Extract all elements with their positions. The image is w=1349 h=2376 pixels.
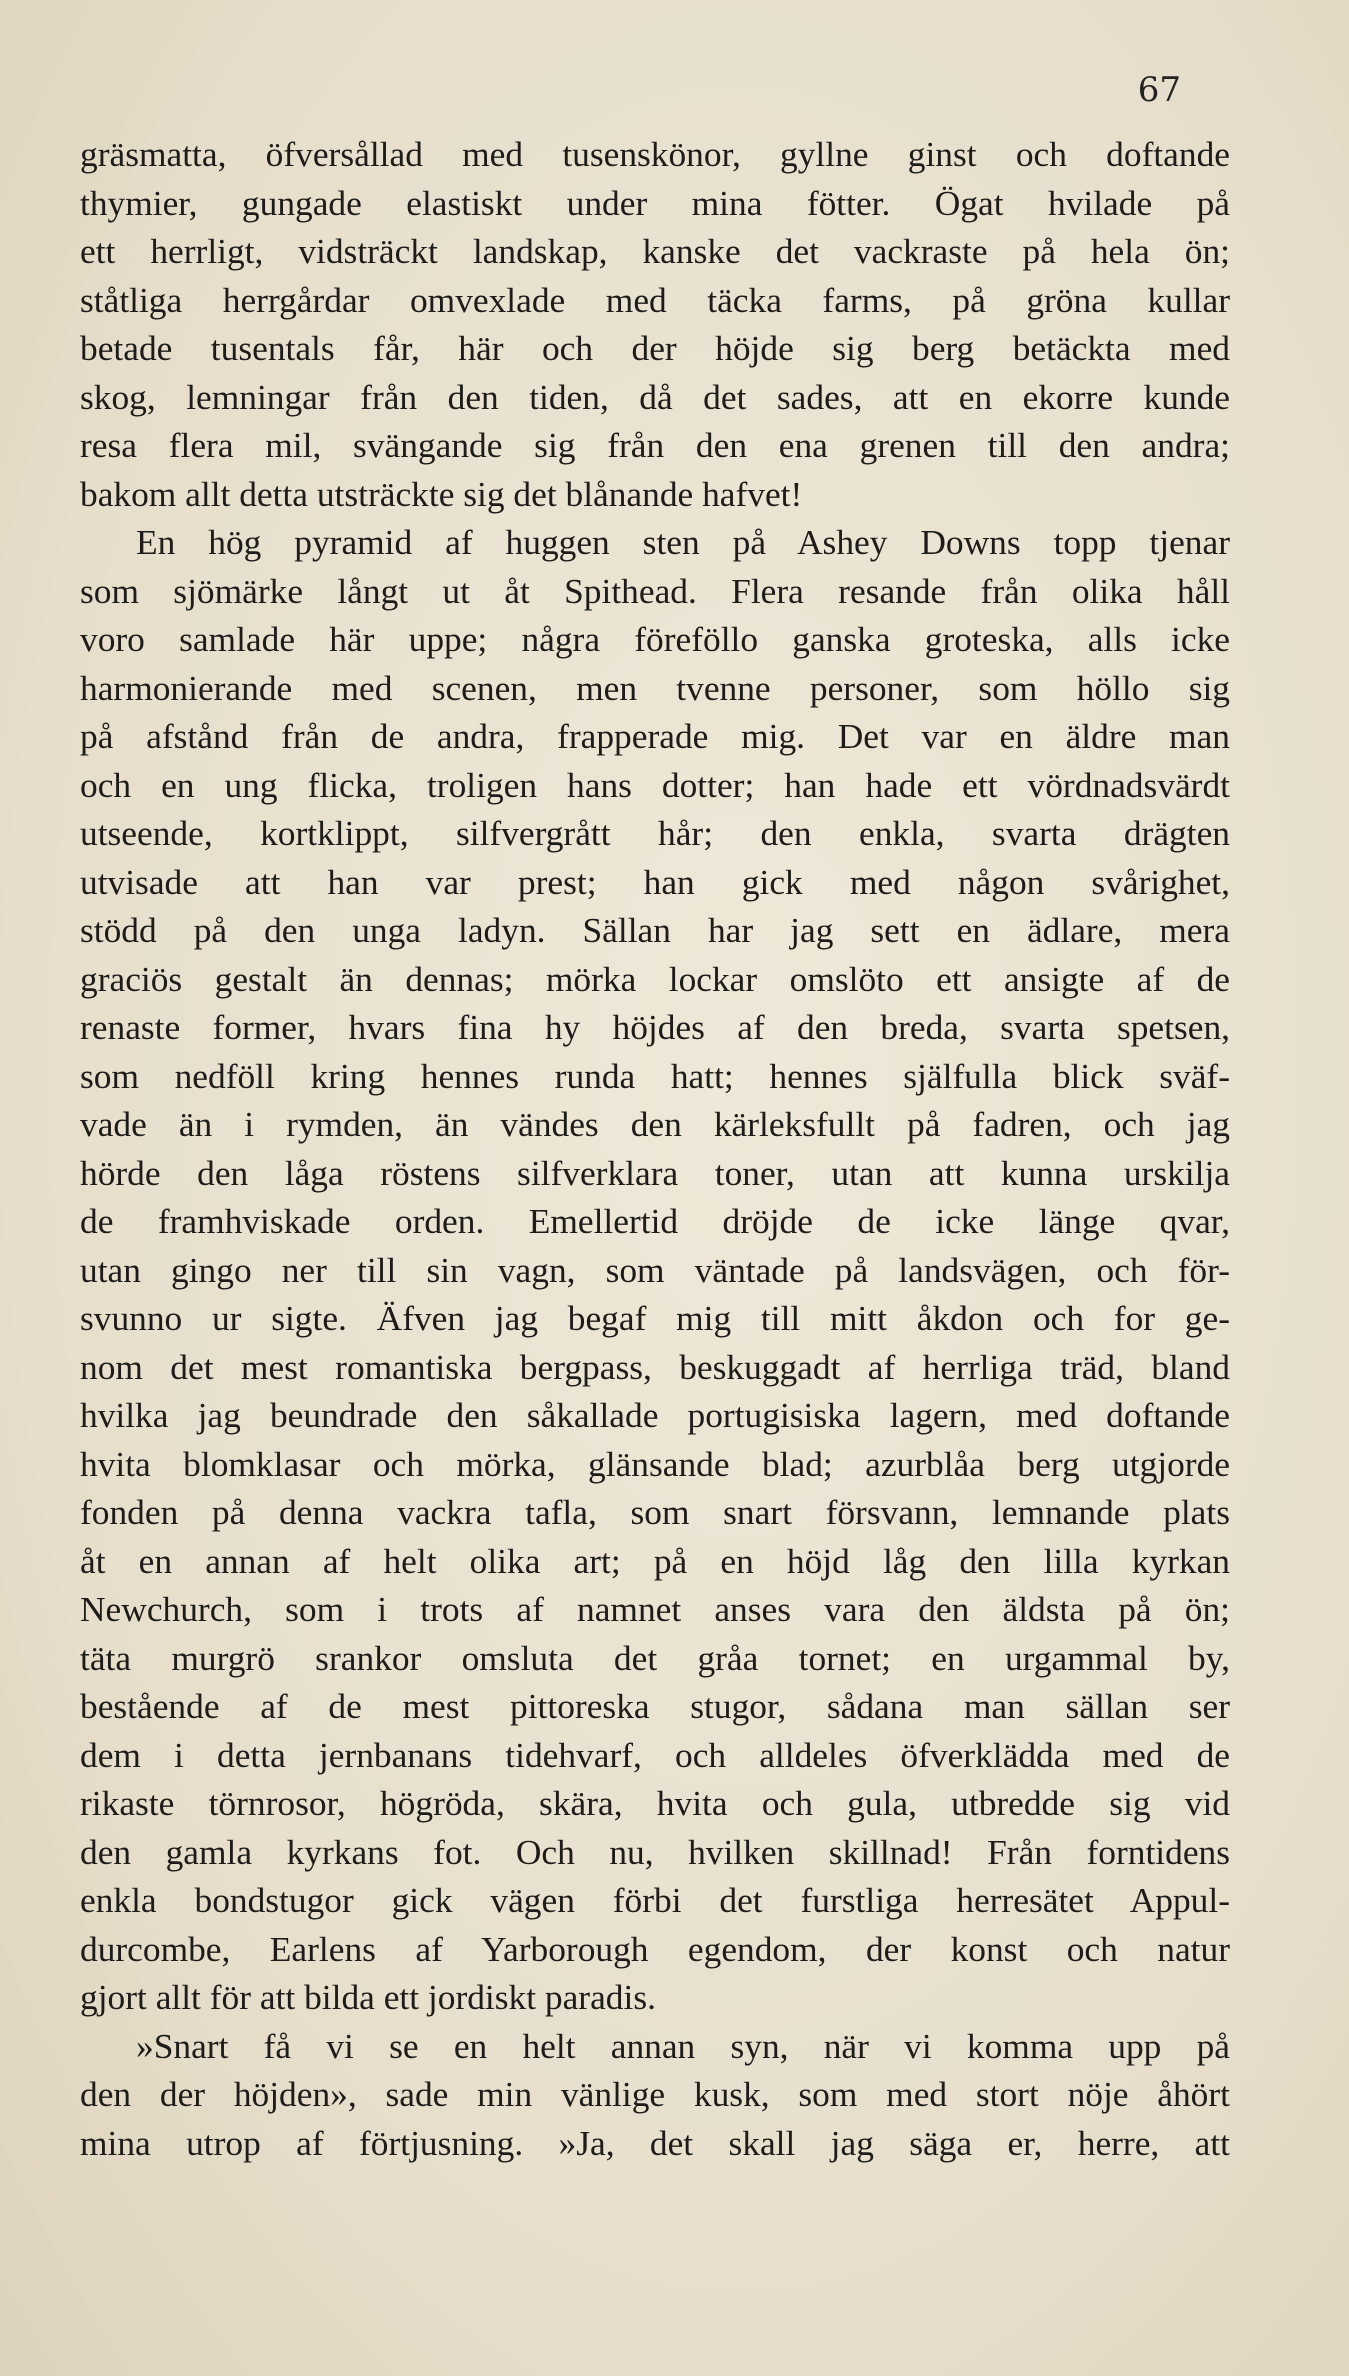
text-line: bestående af de mest pittoreska stugor, sådana man sällan ser — [80, 1686, 1230, 1726]
text-line: svunno ur sigte. Äfven jag begaf mig till mitt åkdon och for ge- — [80, 1298, 1230, 1338]
text-line: thymier, gungade elastiskt under mina fötter. Ögat hvilade på — [80, 182, 1230, 223]
text-line: den gamla kyrkans fot. Och nu, hvilken skillnad! Från forntidens — [80, 1831, 1230, 1872]
text-line: gjort allt för att bilda ett jordiskt paradis. — [80, 1977, 656, 2017]
text-line: resa flera mil, svängande sig från den ena grenen till den andra; — [80, 425, 1230, 465]
text-line: Newchurch, som i trots af namnet anses vara den äldsta på ön; — [80, 1589, 1230, 1629]
text-line: harmonierande med scenen, men tvenne personer, som höllo sig — [80, 667, 1230, 708]
text-line: betade tusentals får, här och der höjde sig berg betäckta med — [80, 328, 1230, 368]
page-number: 67 — [1137, 70, 1181, 110]
text-line: bakom allt detta utsträckte sig det blånande hafvet! — [80, 473, 803, 514]
text-line: nom det mest romantiska bergpass, beskuggadt af herrliga träd, bland — [80, 1346, 1230, 1387]
text-line: utvisade att han var prest; han gick med någon svårighet, — [80, 861, 1230, 902]
text-line: »Snart få vi se en helt annan syn, när vi komma upp på — [136, 2025, 1230, 2066]
text-line: En hög pyramid af huggen sten på Ashey Downs topp tjenar — [136, 522, 1230, 562]
text-line: stödd på den unga ladyn. Sällan har jag sett en ädlare, mera — [80, 910, 1230, 950]
text-line: durcombe, Earlens af Yarborough egendom, der konst och natur — [80, 1928, 1230, 1969]
text-line: hörde den låga röstens silfverklara toner, utan att kunna urskilja — [80, 1152, 1230, 1193]
text-line: utseende, kortklippt, silfvergrått hår; den enkla, svarta drägten — [80, 813, 1230, 853]
text-line: den der höjden», sade min vänlige kusk, som med stort nöje åhört — [80, 2074, 1230, 2114]
text-line: åt en annan af helt olika art; på en höjd låg den lilla kyrkan — [80, 1540, 1230, 1581]
text-line: hvita blomklasar och mörka, glänsande blad; azurblåa berg utgjorde — [80, 1443, 1230, 1484]
text-line: enkla bondstugor gick vägen förbi det furstliga herresätet Appul- — [80, 1880, 1230, 1920]
text-line: de framhviskade orden. Emellertid dröjde de icke länge qvar, — [80, 1201, 1230, 1241]
text-line: utan gingo ner till sin vagn, som väntade på landsvägen, och för- — [80, 1249, 1230, 1290]
text-line: fonden på denna vackra tafla, som snart försvann, lemnande plats — [80, 1492, 1230, 1532]
body-text — [80, 130, 1230, 2167]
text-line: och en ung flicka, troligen hans dotter; han hade ett vördnadsvärdt — [80, 764, 1230, 805]
text-line: som sjömärke långt ut åt Spithead. Flera resande från olika håll — [80, 570, 1230, 611]
text-line: voro samlade här uppe; några föreföllo ganska groteska, alls icke — [80, 619, 1230, 659]
text-line: hvilka jag beundrade den såkallade portugisiska lagern, med doftande — [80, 1395, 1230, 1435]
text-line: som nedföll kring hennes runda hatt; hennes själfulla blick sväf- — [80, 1055, 1230, 1096]
text-line: täta murgrö srankor omsluta det gråa tornet; en urgammal by, — [80, 1637, 1230, 1678]
text-line: renaste former, hvars fina hy höjdes af den breda, svarta spetsen, — [80, 1007, 1230, 1047]
text-line: skog, lemningar från den tiden, då det sades, att en ekorre kunde — [80, 376, 1230, 417]
text-line: gräsmatta, öfversållad med tusenskönor, gyllne ginst och doftande — [80, 134, 1230, 174]
text-line: mina utrop af förtjusning. »Ja, det skall jag säga er, herre, att — [80, 2122, 1230, 2163]
text-line: vade än i rymden, än vändes den kärleksfullt på fadren, och jag — [80, 1104, 1230, 1144]
text-line: ståtliga herrgårdar omvexlade med täcka farms, på gröna kullar — [80, 279, 1230, 320]
text-line: ett herrligt, vidsträckt landskap, kanske det vackraste på hela ön; — [80, 231, 1230, 271]
text-line: graciös gestalt än dennas; mörka lockar omslöto ett ansigte af de — [80, 958, 1230, 999]
text-line: dem i detta jernbanans tidehvarf, och alldeles öfverklädda med de — [80, 1734, 1230, 1775]
text-line: på afstånd från de andra, frapperade mig. Det var en äldre man — [80, 716, 1230, 756]
text-line: rikaste törnrosor, högröda, skära, hvita och gula, utbredde sig vid — [80, 1783, 1230, 1823]
